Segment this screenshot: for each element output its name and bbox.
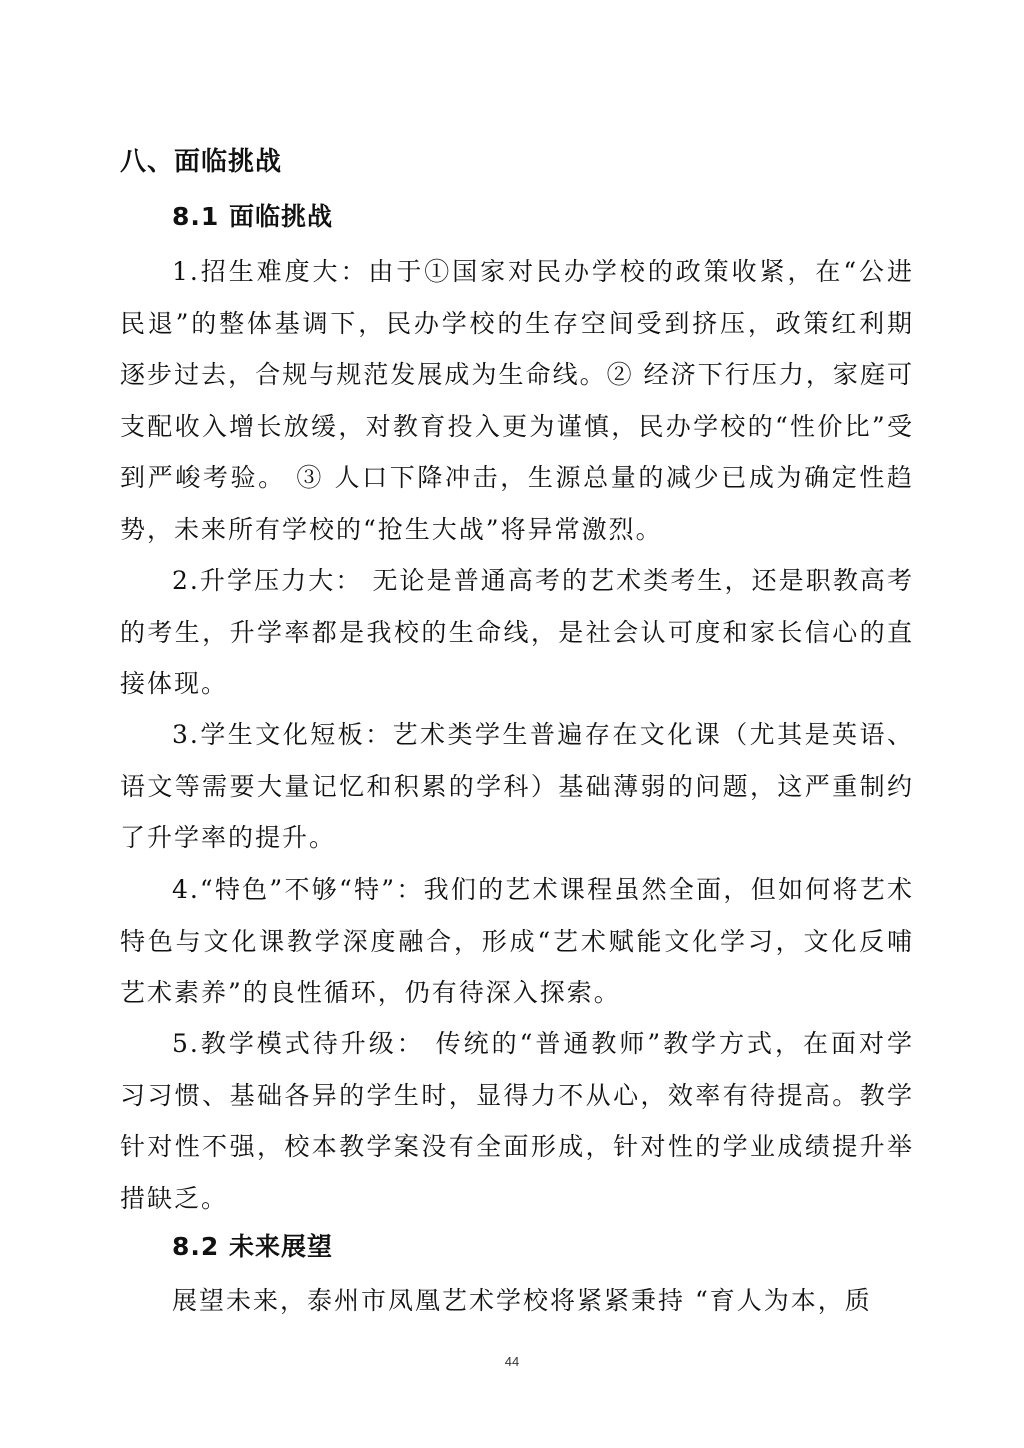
paragraph-promotion-pressure: 2.升学压力大： 无论是普通高考的艺术类考生，还是职教高考的考生，升学率都是我校的生命线，是社会认可度和家长信心的直接体现。 [120,566,914,698]
section-title: 八、面临挑战 [120,147,283,177]
paragraph-cultural-weakness: 3.学生文化短板：艺术类学生普遍存在文化课（尤其是英语、语文等需要大量记忆和积累的学科）基础薄弱的问题，这严重制约了升学率的提升。 [120,720,914,852]
page-number: 44 [504,1354,520,1369]
subsection-title-challenges: 8.1 面临挑战 [172,202,333,231]
paragraph-outlook: 展望未来，泰州市凤凰艺术学校将紧紧秉持 “育人为本，质 [172,1286,872,1315]
subsection-title-outlook: 8.2 未来展望 [172,1232,333,1261]
paragraph-enrollment: 1.招生难度大：由于①国家对民办学校的政策收紧，在“公进民退”的整体基调下，民办学校的生存空间受到挤压，政策红利期逐步过去，合规与规范发展成为生命线。② 经济下行压力，家庭可支配收入增长放缓，对教育投入更为谨慎，民办学校的“性价比”受到严峻考验。 ③ 人口下降冲击，生源总量的减少已成为确定性趋势，未来所有学校的“抢生大战”将异常激烈。 [120,257,914,544]
paragraph-teaching-model: 5.教学模式待升级： 传统的“普通教师”教学方式，在面对学习习惯、基础各异的学生时，显得力不从心，效率有待提高。教学针对性不强，校本教学案没有全面形成，针对性的学业成绩提升举措缺乏。 [120,1029,914,1213]
paragraph-characteristics: 4.“特色”不够“特”：我们的艺术课程虽然全面，但如何将艺术特色与文化课教学深度融合，形成“艺术赋能文化学习，文化反哺艺术素养”的良性循环，仍有待深入探索。 [120,875,914,1007]
